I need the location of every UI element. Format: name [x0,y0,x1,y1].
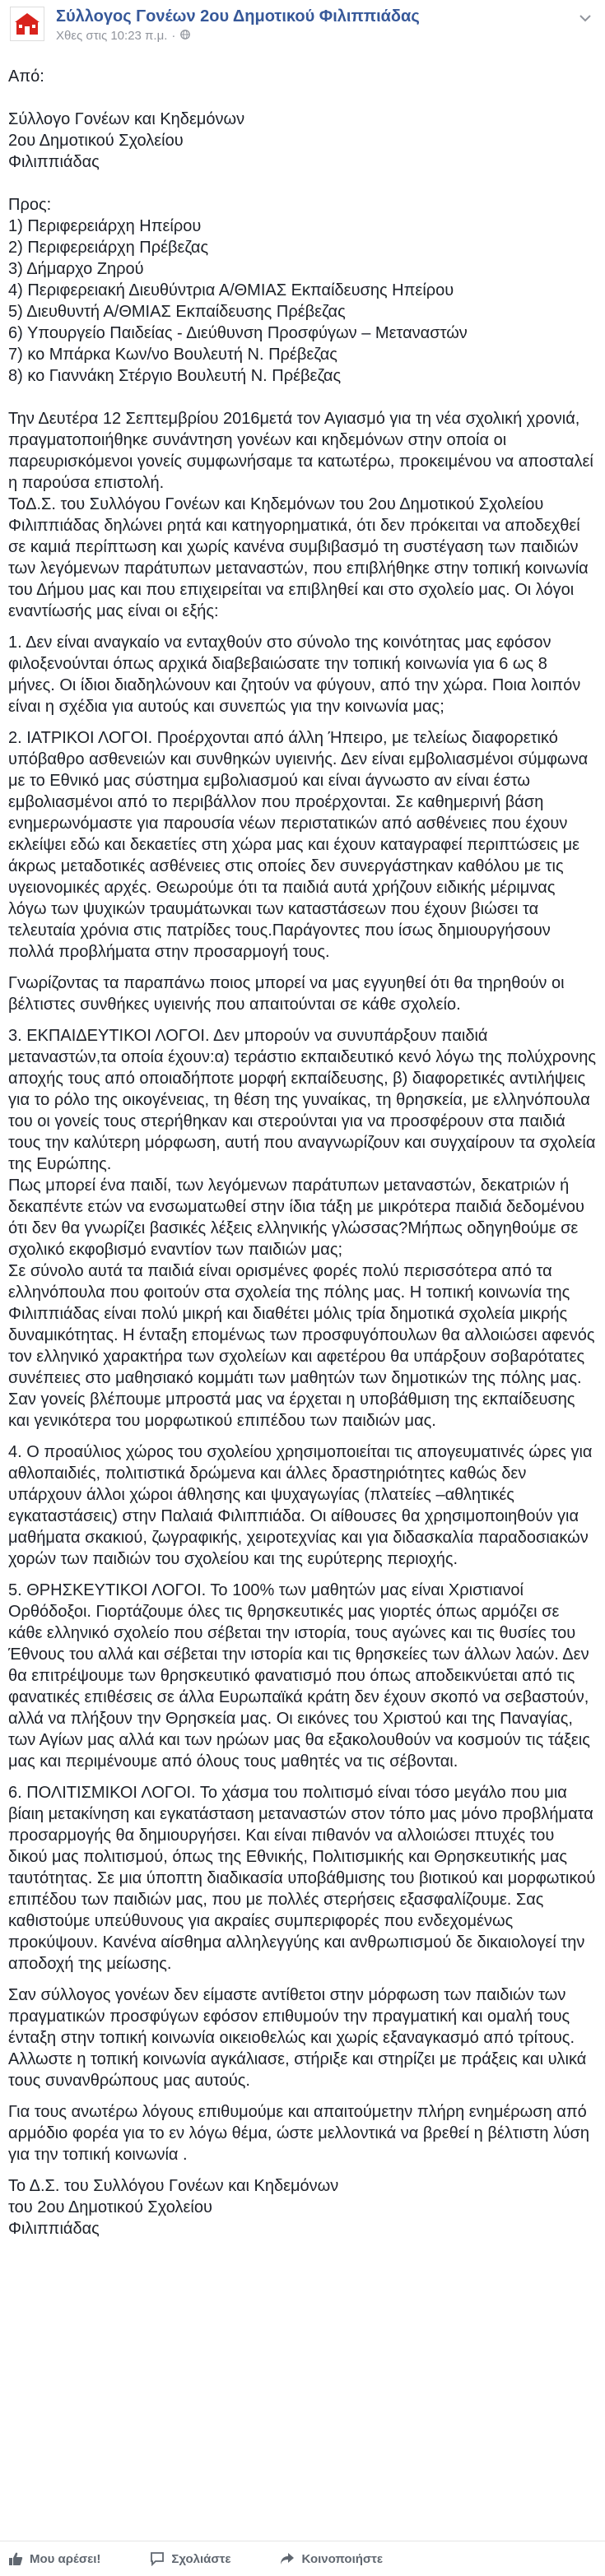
school-logo-icon [13,10,41,38]
to-block [8,194,597,408]
signature-block [8,2175,597,2239]
chevron-down-icon[interactable] [575,8,595,28]
globe-icon[interactable] [180,28,190,44]
thumbs-up-icon [8,2551,23,2566]
share-arrow-icon [280,2551,295,2566]
paragraph: 2. ΙΑΤΡΙΚΟΙ ΛΟΓΟΙ. Προέρχονται από άλλη Ήπειρο, με τελείως διαφορετικό υπόβαθρο ασθενειών και συνθηκών υγιεινής. Δεν είναι εμβολιασμένοι σύμφωνα με το Εθνικό μας σύστημα εμβολιασμού και είναι άγνωστο αν είναι έστω εμβολιασμένοι από το περιβάλλον που προέρχονται. Σε καθημερινή βάση ενημερωνόμαστε για παρουσία νέων περιστατικών από ασθένειες που έχουν εκλείψει εδώ και δεκαετίες στη χώρα μας και έχουν καταγραφεί περιπτώσεις με άκρως μεταδοτικές ασθένειες στις οποίες δεν συνεργάστηκαν καθόλου με τις υγειονομικές αρχές. Θεωρούμε ότι τα παιδιά αυτά χρήζουν ειδικής μέριμνας λόγω των ψυχικών τραυμάτωνκαι των καταστάσεων που έχουν βιώσει τα τελευταία χρόνια στις πατρίδες τους.Παράγοντες που ίσως δημιουργήσουν πολλά προβλήματα στην προσαρμογή τους. [8,729,593,961]
comment-bubble-icon [150,2551,165,2566]
paragraph: 4. Ο προαύλιος χώρος του σχολείου χρησιμοποιείται τις απογευματινές ώρες για αθλοπαιδιές, πολιτιστικά δρώμενα και άλλες δραστηριότητες καθώς δεν υπάρχουν άλλοι χώροι άθλησης και ψυχαγωγίας (πλατείες –αθλητικές εγκαταστάσεις) στην Παλαιά Φιλιππιάδα. Οι αίθουσες θα χρησιμοποιηθούν για μαθήματα σκακιού, ζωγραφικής, χειροτεχνίας και για διδασκαλία παραδοσιακών χορών των παιδιών του σχολείου και της ευρύτερης περιοχής. [8,1443,598,1568]
comment-label: Σχολιάστε [171,2551,231,2566]
paragraph: 1. Δεν είναι αναγκαίο να ενταχθούν στο σύνολο της κοινότητας μας εφόσον φιλοξενούνται όπως αρχικά διαβεβαιώσατε την τοπική κοινωνία για 6 ως 8 μήνες. Οι ίδιοι διαδηλώνουν και ζητούν να φύγουν, από την χώρα. Ποια λοιπόν είναι η σχέδια για αυτούς και συνεπώς για την κοινωνία μας; [8,634,585,716]
page-name-link[interactable]: Σύλλογος Γονέων 2ου Δημοτικού Φιλιππιάδας [56,7,420,26]
body-line: 1) Περιφερειάρχη Ηπείρου [8,217,202,235]
share-button[interactable] [280,2551,383,2566]
signature-line: του 2ου Δημοτικού Σχολείου [8,2198,212,2216]
body-line: Προς: [8,196,52,214]
body-line: 7) κο Μπάρκα Κων/νο Βουλευτή Ν. Πρέβεζας [8,346,337,364]
post-body [0,66,605,2239]
paragraph: Την Δευτέρα 12 Σεπτεμβρίου 2016μετά τον Αγιασμό για τη νέα σχολική χρονιά, πραγματοποιήθηκε συνάντηση γονέων και κηδεμόνων στην οποία οι παρευρισκόμενοι γονείς συμφωνήσαμε τα κατωτέρω, προκειμένου να αποσταλεί η παρούσα επιστολή. ΤοΔ.Σ. του Συλλόγου Γονέων και Κηδεμόνων του 2ου Δημοτικού Σχολείου Φιλιππιάδας δηλώνει ρητά και κατηγορηματικά, ότι δεν πρόκειται να αποδεχθεί σε καμιά περίπτωση και χωρίς κανένα συμβιβασμό τη συστέγαση των παιδιών των λεγόμενων παράτυπων μεταναστών, που επιβλήθηκε στην τοπική κοινωνία του Δήμου μας και που επιχειρείται να επιβληθεί και στο σχολείο μας. Οι λόγοι εναντίωσής μας είναι οι εξής: [8,410,593,620]
page-avatar[interactable] [10,7,44,41]
paragraph: 6. ΠΟΛΙΤΙΣΜΙΚΟΙ ΛΟΓΟΙ. Το χάσμα του πολιτισμό είναι τόσο μεγάλο που μια βίαιη μετακίνηση και εγκατάσταση μεταναστών στον τόπο μας μόνο προβλήματα προσαρμογής θα δημιουργήσει. Και είναι πιθανόν να αλλοιώσει πτυχές του δικού μας πολιτισμού, όπως της Εθνικής, Πολιτισμικής και Θρησκευτικής μας ταυτότητας. Σε μια ύποπτη διαδικασία υποβάθμισης του βιοτικού και μορφωτικού επιπέδου των παιδιών μας, που με πολλές στερήσεις εξασφαλίζουμε. Σας καθιστούμε υπεύθυνους για ακραίες συμπεριφορές που ενδεχομένως προκύψουν. Κανένα αίσθημα αλληλεγγύης και ανθρωπισμού δε δικαιολογεί την αποδοχή της μείωσης. [8,1784,600,1973]
letter-paragraphs [8,408,600,2165]
paragraph: Σαν σύλλογος γονέων δεν είμαστε αντίθετοι στην μόρφωση των παιδιών των πραγματικών προσφύγων εφόσον επιθυμούν την πραγματική και ομαλή τους ένταξη στην τοπική κοινωνία οικειοθελώς και χωρίς εξαναγκασμό από τρίτους. Αλλωστε η τοπική κοινωνία αγκάλιασε, στήριξε και στηρίζει με πράξεις και υλικά τους συνανθρώπους μας αυτούς. [8,1986,591,2090]
signature-line: Το Δ.Σ. του Συλλόγου Γονέων και Κηδεμόνων [8,2177,339,2195]
paragraph: Γνωρίζοντας τα παραπάνω ποιος μπορεί να μας εγγυηθεί ότι θα τηρηθούν οι βέλτιστες συνθήκες υγιεινής που απαιτούνται σε κάθε σχολείο. [8,974,570,1014]
body-line: 4) Περιφερειακή Διευθύντρια Α/ΘΜΙΑΣ Εκπαίδευσης Ηπείρου [8,281,454,299]
header-text [56,7,575,44]
post-meta [56,28,575,44]
comment-button[interactable] [150,2551,230,2566]
from-block [8,66,597,194]
meta-separator: · [171,29,176,43]
body-line [8,387,597,408]
like-button[interactable] [8,2551,100,2566]
like-label: Μου αρέσει! [30,2551,101,2566]
paragraph: 5. ΘΡΗΣΚΕΥΤΙΚΟΙ ΛΟΓΟΙ. Το 100% των μαθητών μας είναι Χριστιανοί Ορθόδοξοι. Γιορτάζουμε όλες τις θρησκευτικές μας γιορτές όπως αρμόζει σε κάθε ελληνικό σχολείο που σέβεται την ιστορία, τους αγώνες και τις θυσίες του Έθνους του αλλά και σέβεται την ιστορία και τις θρησκείες των άλλων λαών. Δεν θα επιτρέψουμε των θρησκευτικό φανατισμό που όπως αποδεικνύεται από τις φανατικές επιθέσεις σε άλλα Ευρωπαϊκά κράτη δεν έχουν σκοπό να σεβαστούν, αλλά να πλήξουν την Θρησκεία μας. Οι εικόνες του Χριστού και της Παναγίας, των Αγίων μας αλλά και των ηρώων μας θα εξακολουθούν να κοσμούν τις τάξεις μας και περιμένουμε από όλους τους μαθητές να τις σέβονται. [8,1581,595,1771]
body-line: 2ου Δημοτικού Σχολείου [8,132,184,150]
body-line: 3) Δήμαρχο Ζηρού [8,260,144,278]
signature-line: Φιλιππιάδας [8,2220,100,2238]
body-line: Σύλλογο Γονέων και Κηδεμόνων [8,110,245,128]
post-header [0,0,605,66]
body-line: 2) Περιφερειάρχη Πρέβεζας [8,239,209,257]
body-line: 6) Υπουργείο Παιδείας - Διεύθυνση Προσφύγων – Μεταναστών [8,324,468,342]
body-line: 5) Διευθυντή Α/ΘΜΙΑΣ Εκπαίδευσης Πρέβεζας [8,303,346,321]
body-line: Φιλιππιάδας [8,153,100,171]
body-line [8,87,597,109]
body-line [8,173,597,194]
paragraph: 3. ΕΚΠΑΙΔΕΥΤΙΚΟΙ ΛΟΓΟΙ. Δεν μπορούν να συνυπάρξουν παιδιά μεταναστών,τα οποία έχουν:α) τεράστιο εκπαιδευτικό κενό λόγω της πολύχρονης αποχής τους από οποιαδήποτε μορφή εκπαίδευσης, β) διαφορετικές αντιλήψεις για το ρόλο της οικογένειας, τη θέση της γυναίκας, τη θρησκεία, με ελληνόπουλα του οι γονείς τους στερήθηκαν και στερούνται για να προσφέρουν στα παιδιά τους την καλύτερη μόρφωση, αυτή που αναγνωρίζουν και συγχαίρουν τα σχολεία της Ευρώπης. Πως μπορεί ένα παιδί, των λεγόμενων παράτυπων μεταναστών, δεκατριών ή δεκαπέντε ετών να ενσωματωθεί στην ίδια τάξη με μικρότερα παιδιά δεδομένου ότι δεν θα γνωρίζει βασικές λέξεις ελληνικής γλώσσας?Μήπως οδηγηθούμε σε σχολικό εκφοβισμό εναντίον των παιδιών μας; Σε σύνολο αυτά τα παιδιά είναι ορισμένες φορές πολύ περισσότερα από τα ελληνόπουλα που φοιτούν στα σχολεία της πόλης μας. Η τοπική κοινωνία της Φιλιππιάδας είναι πολύ μικρή και διαθέτει μόλις τρία δημοτικά σχολεία μικρής δυναμικότητας. Η ένταξη επομένως των προσφυγόπουλων θα αλλοιώσει αφενός τον ελληνικό χαρακτήρα των σχολείων και αφετέρου θα υπάρξουν σοβαρότατες συνέπειες στο μαθησιακό κομμάτι των μαθητών των δημοτικών της πόλης μας. Σαν γονείς βλέπουμε μπροστά μας να έρχεται η υποβάθμιση της εκπαίδευσης και γενικότερα του μορφωτικού επιπέδου των παιδιών μας. [8,1027,596,1430]
share-label: Κοινοποιήστε [301,2551,383,2566]
paragraph: Για τους ανωτέρω λόγους επιθυμούμε και απαιτούμετην πλήρη ενημέρωση από αρμόδιο φορέα για το εν λόγω θέμα, ώστε μελλοντικά να βρεθεί η βέλτιστη λύση για την τοπική κοινωνία . [8,2103,594,2164]
body-line: Από: [8,67,44,86]
body-line: 8) κο Γιαννάκη Στέργιο Βουλευτή Ν. Πρέβεζας [8,367,342,385]
post-actions-bar [0,2541,605,2576]
timestamp[interactable]: Χθες στις 10:23 π.μ. [56,29,168,43]
